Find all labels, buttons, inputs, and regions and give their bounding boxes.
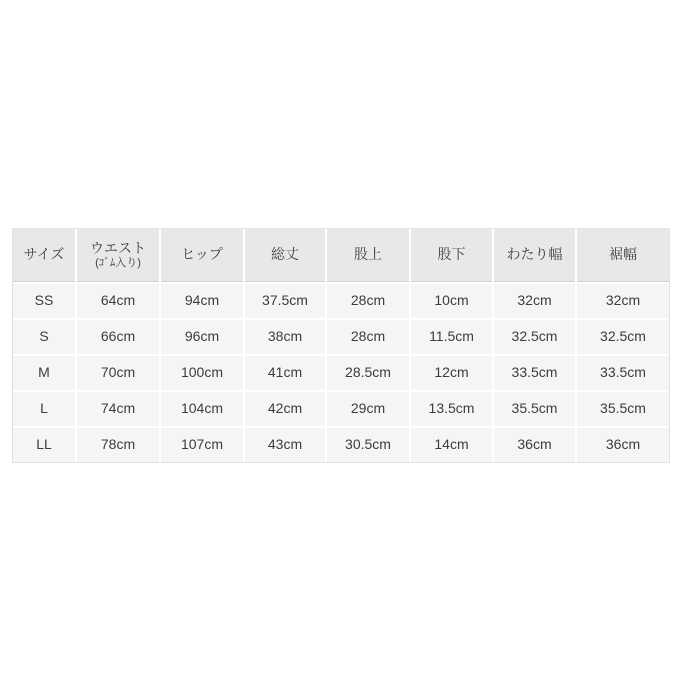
table-row-ss — [13, 284, 669, 318]
column-header-rise — [327, 229, 409, 282]
column-header-hip — [161, 229, 243, 282]
cell-inseam: 12cm — [411, 356, 492, 390]
cell-hem-width: 32cm — [577, 284, 669, 318]
cell-rise: 28cm — [327, 284, 409, 318]
cell-hem-width: 35.5cm — [577, 392, 669, 426]
table-row-ll — [13, 428, 669, 462]
cell-size: SS — [13, 284, 75, 318]
cell-hip: 100cm — [161, 356, 243, 390]
table-row-l — [13, 392, 669, 426]
column-header-inseam — [411, 229, 492, 282]
cell-size: M — [13, 356, 75, 390]
column-header-sublabel: (ｺﾞﾑ入り) — [95, 257, 141, 270]
column-header-size — [13, 229, 75, 282]
cell-inseam: 11.5cm — [411, 320, 492, 354]
cell-hem-width: 36cm — [577, 428, 669, 462]
size-chart-table — [12, 228, 670, 463]
cell-inseam: 10cm — [411, 284, 492, 318]
cell-inseam: 14cm — [411, 428, 492, 462]
cell-hip: 104cm — [161, 392, 243, 426]
cell-total-length: 37.5cm — [245, 284, 325, 318]
cell-waist: 70cm — [77, 356, 159, 390]
cell-thigh-width: 32cm — [494, 284, 575, 318]
column-header-label: サイズ — [23, 246, 65, 263]
cell-total-length: 38cm — [245, 320, 325, 354]
cell-waist: 78cm — [77, 428, 159, 462]
table-row-m — [13, 356, 669, 390]
column-header-label: ウエスト — [90, 239, 146, 256]
column-header-total-length — [245, 229, 325, 282]
column-header-hem-width — [577, 229, 669, 282]
column-header-waist — [77, 229, 159, 282]
column-header-label: 総丈 — [271, 246, 299, 263]
cell-waist: 64cm — [77, 284, 159, 318]
table-row-s — [13, 320, 669, 354]
cell-total-length: 43cm — [245, 428, 325, 462]
cell-rise: 30.5cm — [327, 428, 409, 462]
cell-rise: 28cm — [327, 320, 409, 354]
cell-thigh-width: 32.5cm — [494, 320, 575, 354]
cell-total-length: 41cm — [245, 356, 325, 390]
column-header-label: ヒップ — [181, 246, 223, 263]
column-header-label: 股下 — [437, 246, 466, 263]
column-header-thigh-width — [494, 229, 575, 282]
cell-hip: 94cm — [161, 284, 243, 318]
column-header-label: 股上 — [354, 246, 382, 263]
cell-hip: 96cm — [161, 320, 243, 354]
cell-hem-width: 32.5cm — [577, 320, 669, 354]
cell-thigh-width: 33.5cm — [494, 356, 575, 390]
cell-rise: 28.5cm — [327, 356, 409, 390]
cell-size: L — [13, 392, 75, 426]
column-header-label: わたり幅 — [506, 246, 563, 263]
cell-size: S — [13, 320, 75, 354]
cell-thigh-width: 35.5cm — [494, 392, 575, 426]
cell-thigh-width: 36cm — [494, 428, 575, 462]
cell-total-length: 42cm — [245, 392, 325, 426]
cell-hip: 107cm — [161, 428, 243, 462]
table-header-row — [13, 229, 669, 282]
cell-waist: 66cm — [77, 320, 159, 354]
column-header-label: 裾幅 — [609, 246, 637, 263]
cell-hem-width: 33.5cm — [577, 356, 669, 390]
cell-waist: 74cm — [77, 392, 159, 426]
cell-rise: 29cm — [327, 392, 409, 426]
cell-size: LL — [13, 428, 75, 462]
cell-inseam: 13.5cm — [411, 392, 492, 426]
